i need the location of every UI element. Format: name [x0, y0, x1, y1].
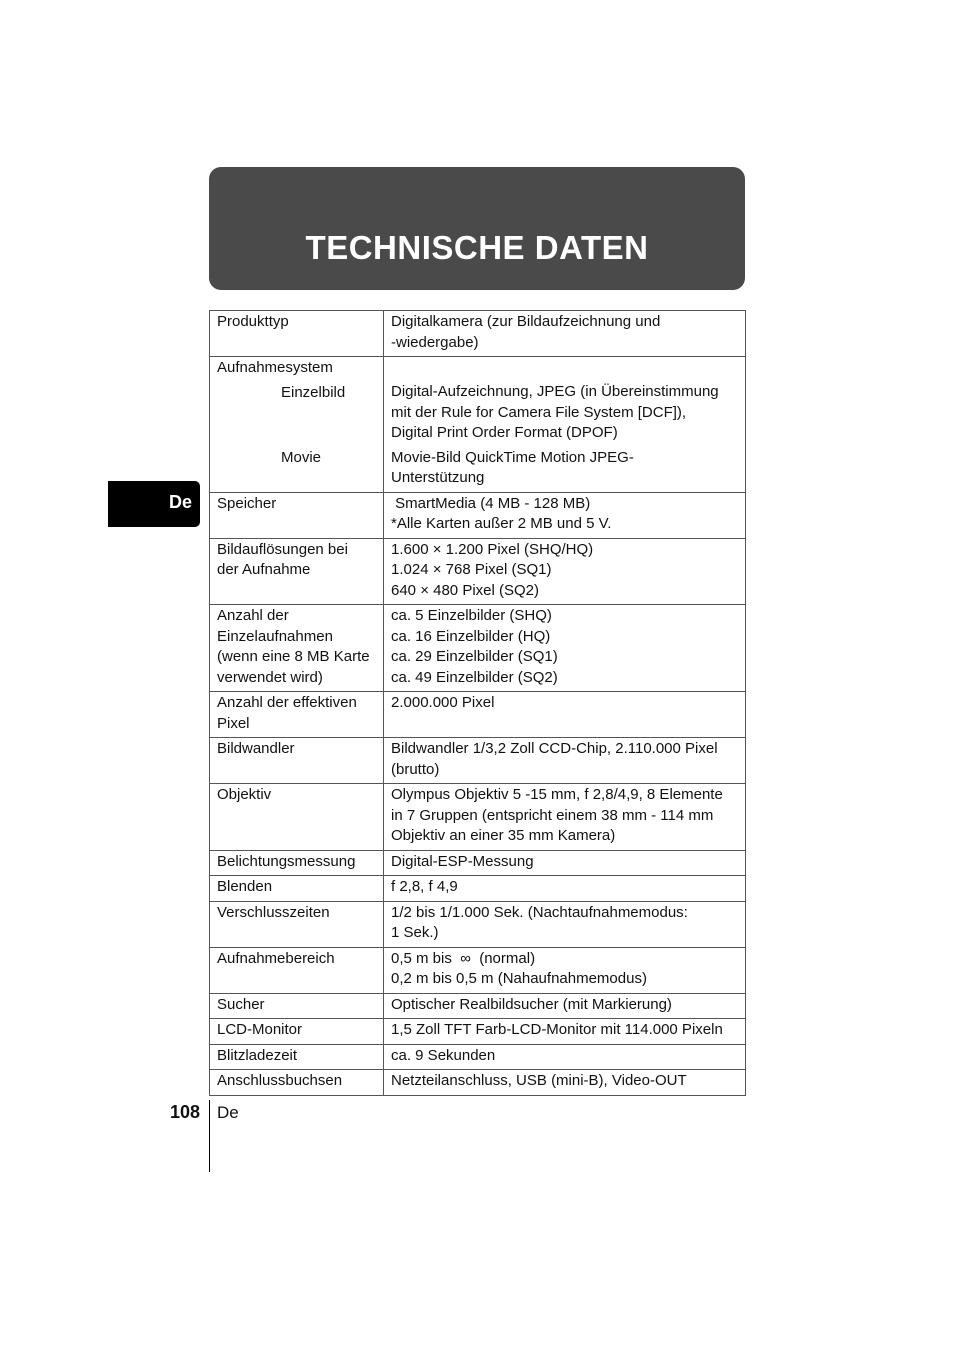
table-row	[210, 1019, 746, 1045]
spec-value	[384, 1019, 746, 1045]
spec-label-text: Produkttyp	[217, 313, 289, 330]
spec-label	[210, 1070, 384, 1096]
spec-label	[210, 876, 384, 902]
spec-value-line: 1.024 × 768 Pixel (SQ1)	[391, 561, 552, 578]
spec-label	[210, 947, 384, 993]
spec-value-line: ca. 5 Einzelbilder (SHQ)	[391, 607, 552, 624]
spec-label-text: Einzelaufnahmen	[217, 627, 333, 645]
spec-label-text: Belichtungsmessung	[217, 852, 356, 870]
spec-table	[209, 310, 746, 1096]
spec-sublabel: Movie	[281, 449, 322, 466]
spec-value-line: ca. 16 Einzelbilder (HQ)	[391, 627, 551, 645]
spec-value	[384, 492, 746, 538]
page-number: 108	[170, 1102, 201, 1122]
spec-label	[210, 605, 384, 692]
spec-label	[210, 538, 384, 605]
spec-label-text: Blitzladezeit	[217, 1046, 298, 1064]
spec-label-text: Anzahl der	[217, 607, 289, 624]
spec-value-line: ca. 49 Einzelbilder (SQ2)	[391, 668, 558, 686]
table-row	[210, 993, 746, 1019]
spec-label	[210, 850, 384, 876]
table-row	[210, 605, 746, 692]
table-row	[210, 692, 746, 738]
spec-label-text: Blenden	[217, 878, 273, 895]
spec-label	[210, 311, 384, 357]
language-tab	[108, 481, 200, 527]
spec-value-line: -wiedergabe)	[391, 333, 479, 351]
spec-value-line: Digitalkamera (zur Bildaufzeichnung und	[391, 313, 661, 330]
table-row	[210, 901, 746, 947]
spec-value	[384, 692, 746, 738]
spec-value-line: Digital-ESP-Messung	[391, 852, 534, 870]
spec-value-line: 1.600 × 1.200 Pixel (SHQ/HQ)	[391, 540, 594, 558]
spec-label	[210, 1044, 384, 1070]
table-row	[210, 538, 746, 605]
spec-value	[384, 1044, 746, 1070]
spec-label-text: verwendet wird)	[217, 668, 323, 686]
spec-value-line: 1 Sek.)	[391, 924, 439, 941]
spec-label-text: Aufnahmebereich	[217, 949, 335, 967]
spec-value-line: Digital Print Order Format (DPOF)	[391, 424, 618, 441]
spec-value	[384, 850, 746, 876]
page-title: TECHNISCHE DATEN	[305, 229, 649, 266]
spec-value-line: Unterstützung	[391, 469, 485, 486]
spec-value-line: Digital-Aufzeichnung, JPEG (in Übereinstimmung	[391, 383, 719, 400]
spec-value-line: ca. 9 Sekunden	[391, 1046, 496, 1064]
spec-label-text: Speicher	[217, 494, 277, 512]
spec-label-text: Aufnahmesystem	[217, 359, 333, 376]
spec-label-text: Sucher	[217, 995, 265, 1013]
spec-value	[384, 738, 746, 784]
table-row	[210, 492, 746, 538]
spec-value	[384, 357, 746, 493]
spec-value	[384, 605, 746, 692]
spec-value-line: *Alle Karten außer 2 MB und 5 V.	[391, 515, 612, 532]
spec-label	[210, 357, 384, 493]
spec-value-line: (brutto)	[391, 760, 440, 778]
spec-label-text: LCD-Monitor	[217, 1021, 303, 1038]
spec-value-line: Movie-Bild QuickTime Motion JPEG-	[391, 448, 634, 466]
footer-divider	[209, 1100, 210, 1172]
spec-value	[384, 876, 746, 902]
spec-sublabel: Einzelbild	[281, 383, 346, 401]
spec-label-text: Verschlusszeiten	[217, 903, 330, 921]
footer-language: De	[217, 1103, 239, 1122]
spec-value-line: Optischer Realbildsucher (mit Markierung)	[391, 995, 672, 1013]
spec-value	[384, 1070, 746, 1096]
spec-label	[210, 784, 384, 851]
spec-value-line: mit der Rule for Camera File System [DCF]),	[391, 403, 687, 421]
spec-label-text: Anzahl der effektiven	[217, 694, 357, 711]
spec-label	[210, 692, 384, 738]
spec-value	[384, 993, 746, 1019]
table-row	[210, 876, 746, 902]
spec-value-line: Netzteilanschluss, USB (mini-B), Video-OUT	[391, 1072, 687, 1089]
spec-value-line: 2.000.000 Pixel	[391, 694, 495, 711]
spec-label-text: Bildauflösungen bei	[217, 540, 348, 558]
table-row	[210, 784, 746, 851]
spec-value-line: Bildwandler 1/3,2 Zoll CCD-Chip, 2.110.000 Pixel	[391, 740, 718, 757]
spec-label-text: der Aufnahme	[217, 561, 311, 578]
spec-label-text: Pixel	[217, 714, 250, 732]
spec-label-text: (wenn eine 8 MB Karte	[217, 648, 370, 665]
title-banner	[209, 167, 745, 290]
spec-value-line: 640 × 480 Pixel (SQ2)	[391, 581, 540, 599]
spec-value-line: in 7 Gruppen (entspricht einem 38 mm - 114 mm	[391, 806, 714, 824]
table-row	[210, 850, 746, 876]
spec-label-text: Anschlussbuchsen	[217, 1072, 343, 1089]
spec-value-line: Olympus Objektiv 5 -15 mm, f 2,8/4,9, 8 Elemente	[391, 786, 723, 803]
spec-value	[384, 784, 746, 851]
table-row	[210, 947, 746, 993]
spec-value-line: 1/2 bis 1/1.000 Sek. (Nachtaufnahmemodus:	[391, 903, 688, 921]
spec-value-line: SmartMedia (4 MB - 128 MB)	[391, 494, 591, 512]
language-tab-label: De	[168, 492, 192, 512]
spec-label	[210, 901, 384, 947]
spec-label	[210, 993, 384, 1019]
spec-value-line: 0,2 m bis 0,5 m (Nahaufnahmemodus)	[391, 970, 647, 987]
spec-label	[210, 738, 384, 784]
spec-label	[210, 492, 384, 538]
table-row	[210, 311, 746, 357]
table-row	[210, 738, 746, 784]
spec-value-line: 0,5 m bis ∞ (normal)	[391, 949, 536, 967]
table-row	[210, 1070, 746, 1096]
spec-value	[384, 538, 746, 605]
spec-value	[384, 901, 746, 947]
spec-value-line: Objektiv an einer 35 mm Kamera)	[391, 827, 616, 844]
spec-label-text: Bildwandler	[217, 740, 295, 757]
spec-label	[210, 1019, 384, 1045]
table-row	[210, 1044, 746, 1070]
spec-value	[384, 947, 746, 993]
spec-value-line: ca. 29 Einzelbilder (SQ1)	[391, 648, 558, 665]
spec-label-text: Objektiv	[217, 786, 272, 803]
spec-value	[384, 311, 746, 357]
table-row	[210, 357, 746, 493]
spec-value-line: 1,5 Zoll TFT Farb-LCD-Monitor mit 114.000 Pixeln	[391, 1021, 723, 1038]
spec-value-line: f 2,8, f 4,9	[391, 878, 458, 895]
